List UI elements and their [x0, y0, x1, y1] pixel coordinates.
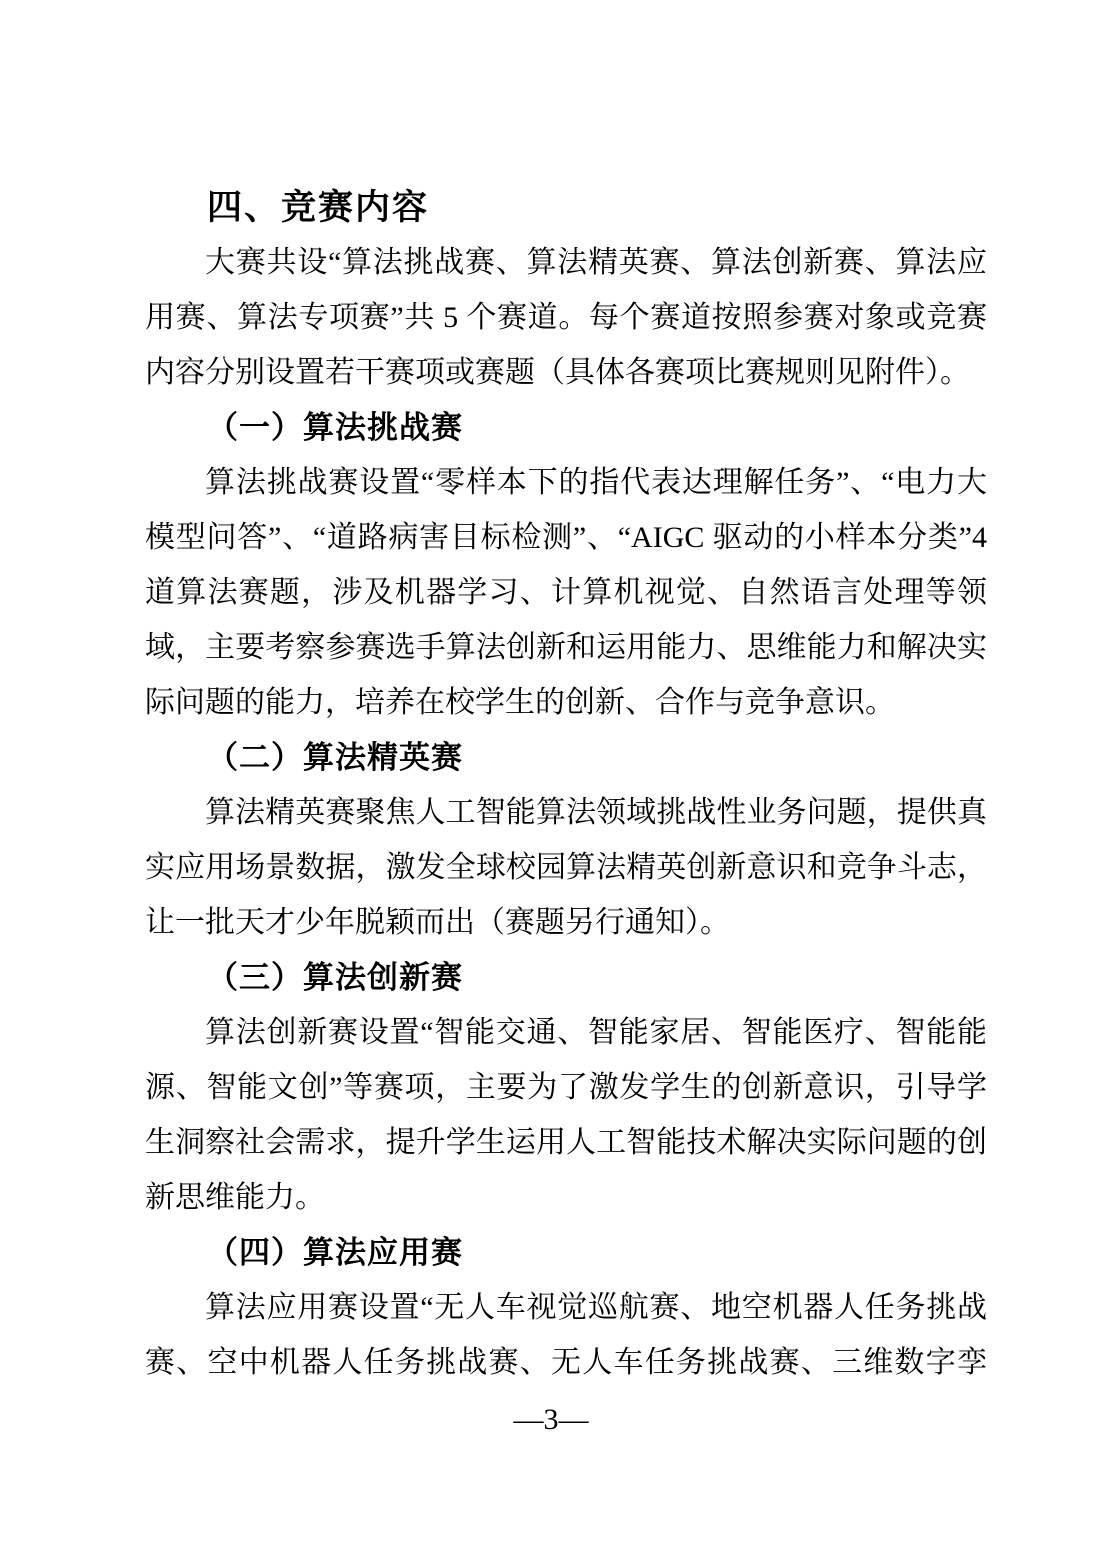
document-body	[145, 180, 987, 1390]
subsection-heading-elite: （二）算法精英赛	[207, 740, 463, 775]
subsection-heading-application: （四）算法应用赛	[207, 1235, 463, 1270]
subsection-body-elite: 算法精英赛聚焦人工智能算法领域挑战性业务问题，提供真实应用场景数据，激发全球校园算法精英创新意识和竞争斗志，让一批天才少年脱颖而出（赛题另行通知）。	[145, 796, 987, 939]
intro-paragraph: 大赛共设“算法挑战赛、算法精英赛、算法创新赛、算法应用赛、算法专项赛”共 5 个赛道。每个赛道按照参赛对象或竞赛内容分别设置若干赛项或赛题（具体各赛项比赛规则见附件）。	[145, 246, 987, 389]
section-heading: 四、竞赛内容	[207, 188, 430, 227]
subsection-heading-challenge: （一）算法挑战赛	[207, 410, 463, 445]
subsection-body-challenge: 算法挑战赛设置“零样本下的指代表达理解任务”、“电力大模型问答”、“道路病害目标检测”、“AIGC 驱动的小样本分类”4 道算法赛题，涉及机器学习、计算机视觉、自然语言处理等领域，主要考察参赛选手算法创新和运用能力、思维能力和解决实际问题的能力，培养在校学生的创新、合作与竞争意识。	[145, 466, 987, 719]
subsection-body-innovation: 算法创新赛设置“智能交通、智能家居、智能医疗、智能能源、智能文创”等赛项，主要为了激发学生的创新意识，引导学生洞察社会需求，提升学生运用人工智能技术解决实际问题的创新思维能力。	[145, 1016, 987, 1214]
subsection-heading-innovation: （三）算法创新赛	[207, 960, 463, 995]
page-number: —3—	[513, 1403, 589, 1436]
subsection-body-application: 算法应用赛设置“无人车视觉巡航赛、地空机器人任务挑战赛、空中机器人任务挑战赛、无人车任务挑战赛、三维数字孪	[145, 1291, 987, 1379]
